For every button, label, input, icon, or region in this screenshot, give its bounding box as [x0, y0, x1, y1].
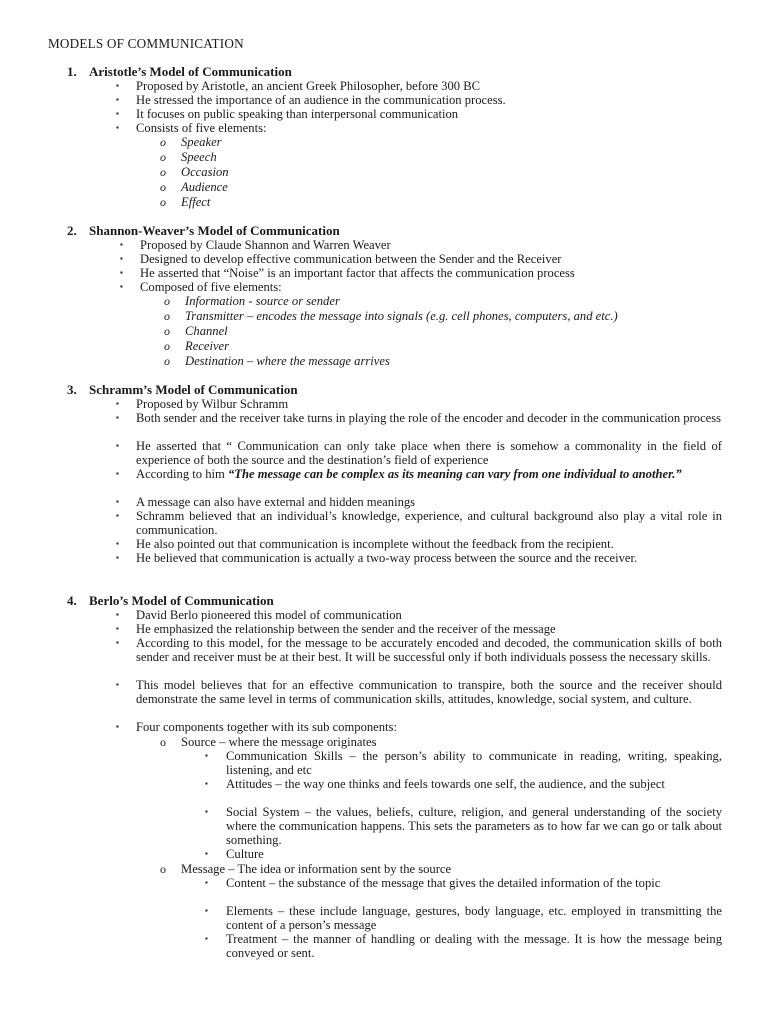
list-item: He asserted that “Noise” is an important factor that affects the communication process — [140, 266, 575, 280]
bullet-icon: ▪ — [205, 934, 208, 943]
bullet-icon: ▪ — [120, 282, 123, 291]
list-item: It focuses on public speaking than interpersonal communication — [136, 107, 459, 121]
sub-bullet-icon: o — [164, 339, 170, 353]
element-item: Speaker — [181, 135, 222, 149]
list-item: He emphasized the relationship between the sender and the receiver of the message — [136, 622, 556, 636]
list-item: Composed of five elements: — [140, 280, 282, 294]
list-item: Schramm believed that an individual’s knowledge, experience, and cultural background also play a vital role in communication. — [136, 509, 722, 537]
component-label: Message – The idea or information sent by the source — [181, 862, 452, 876]
section-number: 3. — [67, 382, 77, 397]
list-item: Proposed by Aristotle, an ancient Greek Philosopher, before 300 BC — [136, 79, 481, 93]
bullet-icon: ▪ — [116, 610, 119, 619]
element-item: Speech — [181, 150, 217, 164]
list-item: A message can also have external and hidden meanings — [136, 495, 416, 509]
element-item: Occasion — [181, 165, 229, 179]
list-item: He asserted that “ Communication can only take place when there is somehow a commonality in the field of experience of both the source and the destination’s field of experience — [136, 439, 722, 467]
section-title: Schramm’s Model of Communication — [89, 382, 298, 397]
list-item: He believed that communication is actually a two-way process between the source and the receiver. — [136, 551, 638, 565]
sub-bullet-icon: o — [164, 294, 170, 308]
bullet-icon: ▪ — [116, 722, 119, 731]
bullet-icon: ▪ — [205, 849, 208, 858]
section-number: 1. — [67, 64, 77, 79]
section-title: Shannon-Weaver’s Model of Communication — [89, 223, 340, 238]
bullet-icon: ▪ — [205, 906, 208, 915]
list-item: This model believes that for an effective communication to transpire, both the source and the receiver should demonstrate the same level in terms of communication skills, attitudes, knowledge, social system, and culture. — [136, 678, 722, 706]
bullet-icon: ▪ — [120, 254, 123, 263]
bullet-icon: ▪ — [116, 511, 119, 520]
bullet-icon: ▪ — [116, 413, 119, 422]
list-item: He also pointed out that communication is incomplete without the feedback from the recipient. — [136, 537, 614, 551]
list-item-text: According to him — [136, 467, 225, 481]
list-item: Both sender and the receiver take turns in playing the role of the encoder and decoder in the communication process — [136, 411, 722, 425]
sub-bullet-icon: o — [160, 135, 166, 149]
sub-component-item: Attitudes – the way one thinks and feels towards one self, the audience, and the subject — [226, 777, 665, 791]
bullet-icon: ▪ — [116, 123, 119, 132]
bullet-icon: ▪ — [120, 268, 123, 277]
list-item: Four components together with its sub components: — [136, 720, 397, 734]
component-label: Source – where the message originates — [181, 735, 377, 749]
bullet-icon: ▪ — [116, 81, 119, 90]
element-item: Destination – where the message arrives — [185, 354, 390, 368]
bullet-icon: ▪ — [116, 680, 119, 689]
bullet-icon: ▪ — [116, 399, 119, 408]
list-item-quote — [136, 467, 722, 481]
list-item: Designed to develop effective communication between the Sender and the Receiver — [140, 252, 562, 266]
element-item: Channel — [185, 324, 228, 338]
element-item: Audience — [181, 180, 228, 194]
bullet-icon: ▪ — [116, 469, 119, 478]
sub-bullet-icon: o — [160, 150, 166, 164]
sub-bullet-icon: o — [164, 324, 170, 338]
list-item: Proposed by Wilbur Schramm — [136, 397, 289, 411]
bullet-icon: ▪ — [116, 95, 119, 104]
section-number: 2. — [67, 223, 77, 238]
element-item: Information - source or sender — [185, 294, 340, 308]
sub-bullet-icon: o — [160, 862, 166, 876]
sub-bullet-icon: o — [160, 195, 166, 209]
list-item: He stressed the importance of an audience in the communication process. — [136, 93, 506, 107]
element-item: Effect — [181, 195, 211, 209]
element-item: Receiver — [185, 339, 230, 353]
list-item: Consists of five elements: — [136, 121, 267, 135]
bullet-icon: ▪ — [116, 109, 119, 118]
sub-component-item: Elements – these include language, gestures, body language, etc. employed in transmitting the content of a person’s message — [226, 904, 722, 932]
bullet-icon: ▪ — [116, 553, 119, 562]
list-item: According to this model, for the message to be accurately encoded and decoded, the communication skills of both sender and receiver must be at their best. It will be successful only if both individuals possess the necessary skills. — [136, 636, 722, 664]
bullet-icon: ▪ — [116, 624, 119, 633]
sub-bullet-icon: o — [164, 309, 170, 323]
element-item: Transmitter – encodes the message into signals (e.g. cell phones, computers, and etc.) — [185, 309, 618, 323]
bullet-icon: ▪ — [205, 807, 208, 816]
document-title: MODELS OF COMMUNICATION — [48, 36, 244, 51]
bullet-icon: ▪ — [116, 539, 119, 548]
bullet-icon: ▪ — [205, 779, 208, 788]
list-item: David Berlo pioneered this model of communication — [136, 608, 402, 622]
list-item: Proposed by Claude Shannon and Warren Weaver — [140, 238, 391, 252]
quote-text: “The message can be complex as its meaning can vary from one individual to another.” — [228, 467, 682, 481]
sub-component-item: Culture — [226, 847, 264, 861]
sub-component-item: Treatment – the manner of handling or dealing with the message. It is how the message being conveyed or sent. — [226, 932, 722, 960]
bullet-icon: ▪ — [205, 751, 208, 760]
section-number: 4. — [67, 593, 77, 608]
bullet-icon: ▪ — [205, 878, 208, 887]
sub-bullet-icon: o — [164, 354, 170, 368]
bullet-icon: ▪ — [116, 638, 119, 647]
sub-bullet-icon: o — [160, 735, 166, 749]
sub-bullet-icon: o — [160, 180, 166, 194]
section-title: Berlo’s Model of Communication — [89, 593, 274, 608]
bullet-icon: ▪ — [116, 497, 119, 506]
sub-bullet-icon: o — [160, 165, 166, 179]
bullet-icon: ▪ — [116, 441, 119, 450]
section-title: Aristotle’s Model of Communication — [89, 64, 292, 79]
bullet-icon: ▪ — [120, 240, 123, 249]
sub-component-item: Communication Skills – the person’s ability to communicate in reading, writing, speaking, listening, and etc — [226, 749, 722, 777]
sub-component-item: Content – the substance of the message that gives the detailed information of the topic — [226, 876, 661, 890]
sub-component-item: Social System – the values, beliefs, culture, religion, and general understanding of the society where the communication happens. This sets the parameters as to how far we can go or talk about something. — [226, 805, 722, 847]
